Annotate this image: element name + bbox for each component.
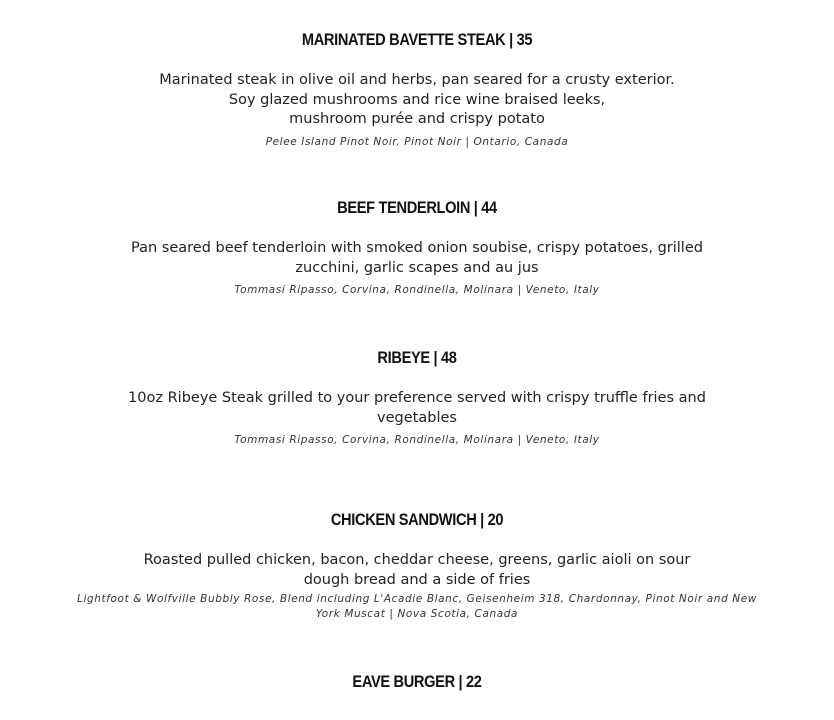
- description-line: zucchini, garlic scapes and au jus: [295, 259, 539, 276]
- item-title: BEEF TENDERLOIN | 44: [337, 198, 497, 217]
- item-title: EAVE BURGER | 22: [352, 672, 482, 691]
- description-line: Soy glazed mushrooms and rice wine braised leeks,: [228, 91, 606, 108]
- description-line: vegetables: [377, 409, 457, 426]
- item-title: CHICKEN SANDWICH | 20: [330, 510, 504, 529]
- menu-item-chicken-sandwich: [0, 510, 834, 622]
- description-line: Marinated steak in olive oil and herbs, pan seared for a crusty exterior.: [159, 72, 675, 88]
- item-title: RIBEYE | 48: [377, 348, 457, 367]
- description-line: Roasted pulled chicken, bacon, cheddar cheese, greens, garlic aioli on sour: [143, 552, 691, 568]
- wine-pairing: Lightfoot & Wolfville Bubbly Rose, Blend including L'Acadie Blanc, Geisenheim 318, Chardonnay, Pinot Noir and New York Muscat | Nova Scotia, Canada: [77, 593, 757, 620]
- wine-pairing: Pelee Island Pinot Noir, Pinot Noir | Ontario, Canada: [265, 135, 569, 148]
- item-title: MARINATED BAVETTE STEAK | 35: [301, 30, 533, 49]
- item-description: [117, 71, 717, 130]
- item-description: [117, 551, 717, 590]
- description-line: mushroom purée and crispy potato: [289, 111, 545, 127]
- item-description: [117, 389, 717, 428]
- menu-item-beef-tenderloin: [0, 198, 834, 298]
- description-line: Pan seared beef tenderloin with smoked onion soubise, crispy potatoes, grilled: [131, 240, 703, 256]
- menu-item-bavette: [0, 30, 834, 150]
- menu-item-ribeye: [0, 348, 834, 448]
- menu-item-eave-burger: [0, 672, 834, 692]
- item-description: [117, 239, 717, 278]
- description-line: 10oz Ribeye Steak grilled to your preference served with crispy truffle fries and: [128, 390, 706, 406]
- wine-pairing: Tommasi Ripasso, Corvina, Rondinella, Molinara | Veneto, Italy: [234, 284, 600, 296]
- wine-pairing: Tommasi Ripasso, Corvina, Rondinella, Molinara | Veneto, Italy: [234, 434, 600, 446]
- description-line: dough bread and a side of fries: [303, 571, 531, 588]
